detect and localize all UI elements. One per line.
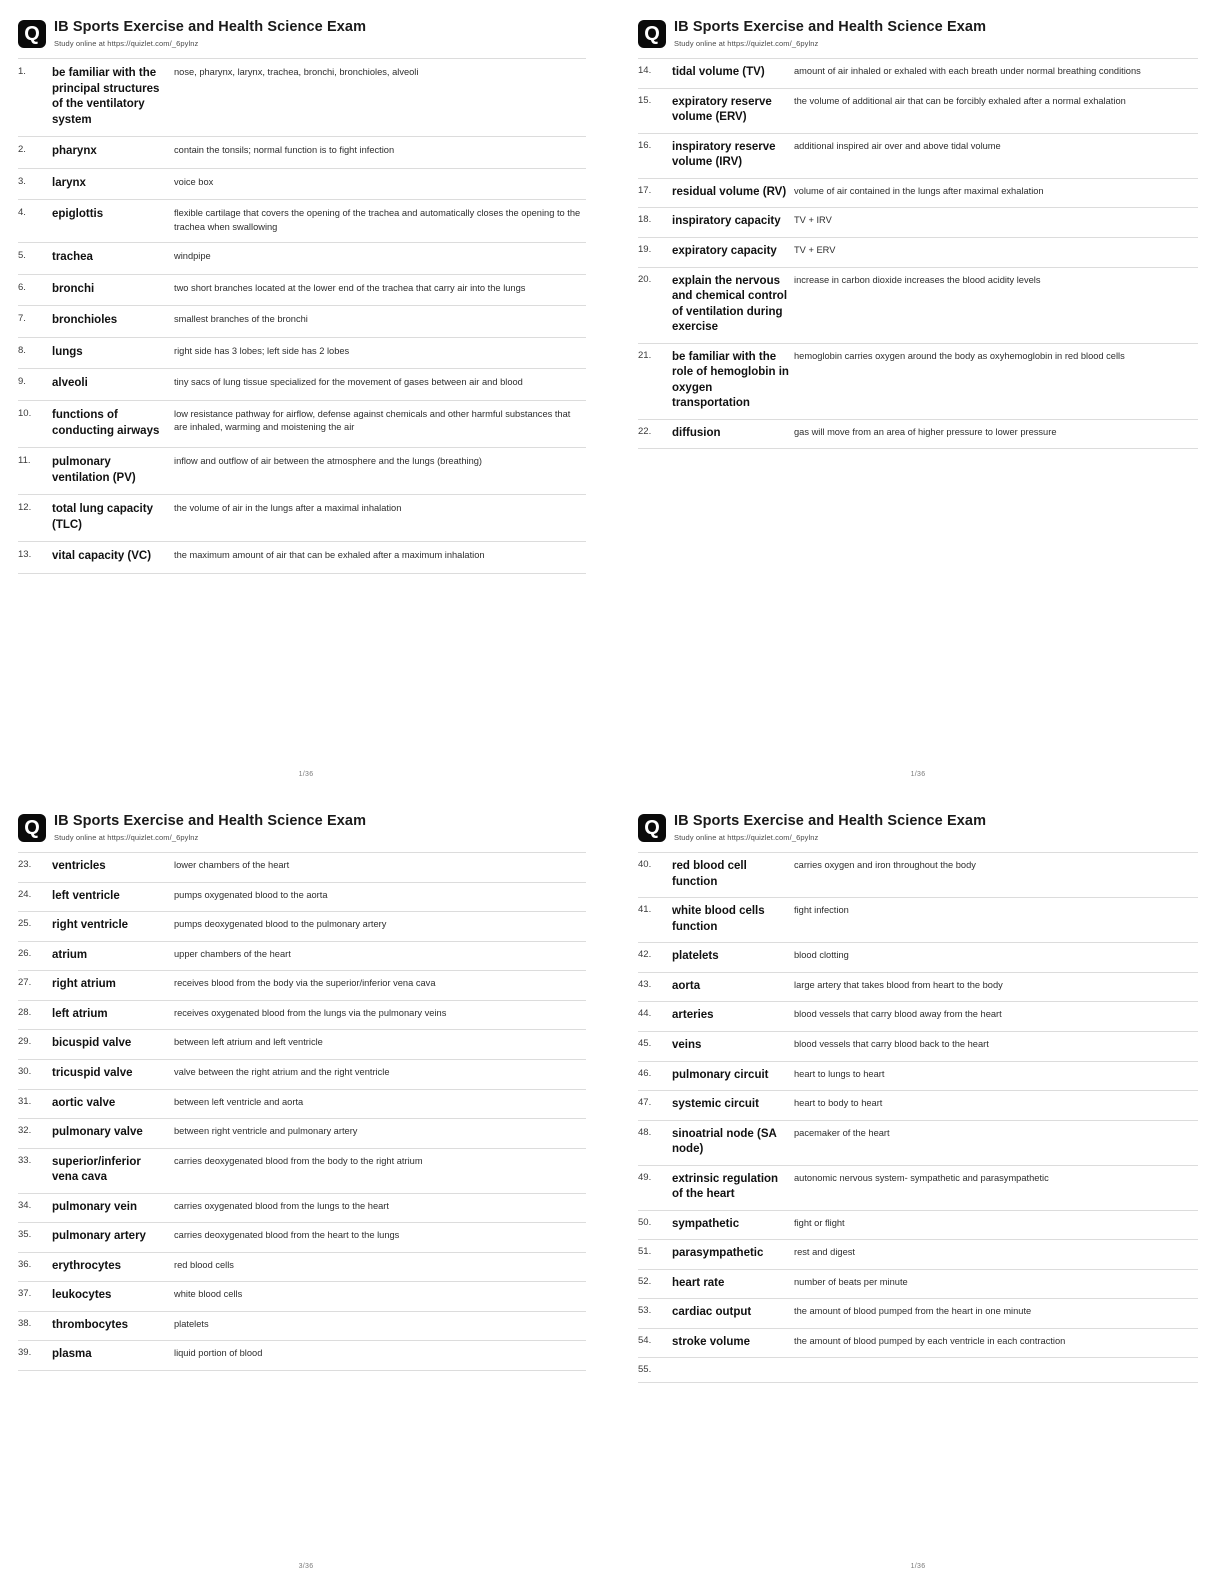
row-number: 25. [18,918,32,930]
term-text: white blood cells function [672,905,765,933]
term-text [672,1358,794,1383]
term-text: alveoli [52,377,88,390]
definition-text: autonomic nervous system- sympathetic and parasympathetic [794,1172,1049,1183]
row-number: 11. [18,455,31,467]
term-text: left atrium [52,1007,108,1020]
definition-text: pumps oxygenated blood to the aorta [174,889,328,900]
table-row [638,238,1198,268]
definition-text: TV + IRV [794,215,832,226]
term-text: veins [672,1039,702,1051]
page-footer: 3/36 [298,1563,314,1570]
table-row [638,1032,1198,1062]
definition-text: low resistance pathway for airflow, defense against chemicals and other harmful substances that are inhaled, warming and moistening the air [174,409,571,433]
table-row [638,208,1198,238]
term-text: right ventricle [52,919,129,932]
term-text: ventricles [52,860,106,873]
term-text: leukocytes [52,1289,112,1302]
row-number: 4. [18,207,26,219]
row-number: 14. [638,65,652,77]
definition-text: the volume of air in the lungs after a maximal inhalation [174,503,402,514]
row-number: 50. [638,1216,652,1228]
term-text: left ventricle [52,889,120,902]
table-row [638,1210,1198,1240]
term-text: residual volume (RV) [672,185,787,198]
table-row [638,1120,1198,1165]
table-row [638,1002,1198,1032]
table-row [18,448,586,495]
table-row [18,137,586,169]
table-row [18,941,586,971]
table-row [638,1165,1198,1210]
definition-text: fight infection [794,905,849,916]
row-number: 33. [18,1154,32,1166]
page-footer: 1/36 [298,771,314,778]
row-number: 20. [638,273,652,285]
table-row [638,1299,1198,1329]
term-text: tricuspid valve [52,1067,133,1079]
table-row [18,1000,586,1030]
header-text [674,812,986,842]
quizlet-logo-icon [18,20,46,48]
term-text: pharynx [52,145,97,158]
table-row [18,306,586,338]
definition-text: the maximum amount of air that can be exhaled after a maximum inhalation [174,550,485,561]
table-row [18,59,586,137]
table-row [18,1311,586,1341]
term-text: vital capacity (VC) [52,550,152,563]
term-text: pulmonary ventilation (PV) [52,456,136,484]
terms-body-4 [638,853,1198,1383]
row-number: 2. [18,144,26,156]
row-number: 29. [18,1036,32,1048]
term-text: plasma [52,1348,92,1361]
row-number: 23. [18,859,32,871]
row-number: 44. [638,1008,652,1020]
page-footer: 1/36 [910,1563,926,1570]
row-number: 38. [18,1317,32,1329]
page-title: IB Sports Exercise and Health Science Exam [674,19,987,35]
term-text: lungs [52,345,83,358]
row-number: 16. [638,139,652,151]
page-2 [612,0,1224,792]
definition-text: platelets [174,1318,209,1329]
study-online-link[interactable]: Study online at https://quizlet.com/_6pylnz [54,833,199,843]
table-row [638,178,1198,208]
row-number: 12. [18,502,32,514]
term-text: pulmonary circuit [672,1068,769,1081]
row-number: 52. [638,1275,652,1287]
row-number: 18. [638,214,652,226]
row-number: 51. [638,1246,652,1258]
row-number: 55. [638,1364,652,1376]
page-header [18,18,586,48]
definition-text: nose, pharynx, larynx, trachea, bronchi, bronchioles, alveoli [174,67,419,78]
logo-glyph: Q [24,817,40,839]
definition-text: blood vessels that carry blood away from the heart [794,1009,1002,1020]
term-text: right atrium [52,978,116,991]
table-row [18,1030,586,1060]
definition-text: amount of air inhaled or exhaled with each breath under normal breathing conditions [794,66,1141,77]
row-number: 36. [18,1258,32,1270]
term-text: heart rate [672,1276,725,1289]
row-number: 27. [18,977,32,989]
definition-text: receives blood from the body via the superior/inferior vena cava [174,978,436,989]
study-online-link[interactable]: Study online at https://quizlet.com/_6pylnz [54,39,199,49]
table-row [18,1060,586,1090]
definition-text: heart to lungs to heart [794,1068,885,1079]
row-number: 28. [18,1006,32,1018]
page-title: IB Sports Exercise and Health Science Exam [54,19,367,35]
table-row [18,1341,586,1371]
definition-text: number of beats per minute [794,1276,908,1287]
term-text: inspiratory reserve volume (IRV) [672,140,776,169]
term-text: total lung capacity (TLC) [52,503,153,531]
row-number: 45. [638,1038,652,1049]
page-4 [612,792,1224,1584]
definition-text: pumps deoxygenated blood to the pulmonary artery [174,919,387,930]
page-header [638,18,1198,48]
table-row [638,343,1198,419]
row-number: 30. [18,1066,32,1077]
table-row [18,971,586,1001]
terms-table [638,58,1198,449]
definition-text: smallest branches of the bronchi [174,314,308,325]
logo-glyph: Q [24,23,40,45]
row-number: 17. [638,184,652,196]
term-text: superior/inferior vena cava [52,1155,141,1184]
definition-text: two short branches located at the lower end of the trachea that carry air into the lungs [174,282,526,293]
row-number: 53. [638,1305,652,1317]
row-number: 42. [638,949,652,961]
definition-text: additional inspired air over and above tidal volume [794,140,1001,151]
term-text: functions of conducting airways [52,409,160,437]
header-text [54,812,366,842]
table-row [638,1358,1198,1383]
row-number: 41. [638,904,652,916]
row-number: 47. [638,1097,652,1109]
table-row [18,337,586,369]
page-header [638,812,1198,842]
table-row [638,943,1198,973]
term-text: atrium [52,948,88,961]
row-number: 3. [18,175,26,187]
row-number: 10. [18,408,32,419]
definition-text: contain the tonsils; normal function is to fight infection [174,145,395,156]
terms-body-2 [638,59,1198,449]
page-footer: 1/36 [910,771,926,778]
definition-text: pacemaker of the heart [794,1127,890,1138]
table-row [18,912,586,942]
row-number: 54. [638,1334,652,1346]
definition-text: carries deoxygenated blood from the body to the right atrium [174,1155,423,1166]
study-online-link[interactable]: Study online at https://quizlet.com/_6pylnz [674,39,819,49]
page-1 [0,0,612,792]
definition-text: inflow and outflow of air between the atmosphere and the lungs (breathing) [174,456,483,467]
table-row [18,274,586,306]
row-number: 13. [18,549,32,561]
row-number: 46. [638,1067,652,1079]
row-number: 32. [18,1125,32,1137]
table-row [18,1223,586,1253]
definition-text [794,1358,1198,1383]
table-row [18,243,586,275]
definition-text: lower chambers of the heart [174,860,290,871]
row-number: 6. [18,281,26,293]
term-text: pulmonary vein [52,1200,137,1213]
definition-text: receives oxygenated blood from the lungs via the pulmonary veins [174,1007,447,1018]
table-row [638,267,1198,343]
definition-text: increase in carbon dioxide increases the blood acidity levels [794,274,1041,285]
definition-text: gas will move from an area of higher pressure to lower pressure [794,426,1057,437]
term-text: erythrocytes [52,1259,122,1272]
table-row [18,495,586,542]
term-text: thrombocytes [52,1318,129,1331]
row-number: 21. [638,349,652,361]
definition-text: right side has 3 lobes; left side has 2 lobes [174,345,350,356]
table-row [638,1240,1198,1270]
table-row [18,1252,586,1282]
term-text: systemic circuit [672,1098,759,1111]
quizlet-logo-icon [638,20,666,48]
table-row [18,401,586,448]
study-online-link[interactable]: Study online at https://quizlet.com/_6pylnz [674,833,819,843]
definition-text: liquid portion of blood [174,1348,263,1359]
definition-text: carries deoxygenated blood from the heart to the lungs [174,1230,400,1241]
definition-text: rest and digest [794,1247,855,1258]
table-row [638,419,1198,449]
logo-glyph: Q [644,817,660,839]
term-text: stroke volume [672,1335,750,1348]
row-number: 8. [18,344,26,356]
term-text: bicuspid valve [52,1037,132,1050]
table-row [18,542,586,574]
definition-text: between right ventricle and pulmonary artery [174,1126,358,1137]
logo-glyph: Q [644,23,660,45]
term-text: diffusion [672,426,721,439]
terms-table [18,852,586,1370]
row-number: 26. [18,947,32,959]
definition-text: large artery that takes blood from heart to the body [794,979,1003,990]
row-number: 40. [638,859,652,871]
term-text: trachea [52,251,93,264]
term-text: pulmonary artery [52,1230,146,1243]
term-text: pulmonary valve [52,1126,143,1139]
term-text: aorta [672,979,701,992]
table-row [18,1089,586,1119]
row-number: 7. [18,313,26,325]
term-text: bronchioles [52,314,118,327]
table-row [638,1061,1198,1091]
row-number: 49. [638,1171,652,1183]
table-row [18,1119,586,1149]
definition-text: windpipe [174,251,211,262]
definition-text: carries oxygen and iron throughout the body [794,860,976,871]
definition-text: voice box [174,176,214,187]
term-text: sinoatrial node (SA node) [672,1127,777,1156]
table-row [18,369,586,401]
definition-text: blood clotting [794,950,849,961]
definition-text: the volume of additional air that can be forcibly exhaled after a normal exhalation [794,95,1126,106]
definition-text: tiny sacs of lung tissue specialized for the movement of gases between air and blood [174,377,523,388]
term-text: inspiratory capacity [672,215,781,228]
table-row [638,1269,1198,1299]
term-text: extrinsic regulation of the heart [672,1172,779,1201]
term-text: parasympathetic [672,1247,764,1260]
table-row [18,1148,586,1193]
term-text: expiratory capacity [672,245,777,257]
definition-text: flexible cartilage that covers the opening of the trachea and automatically closes the opening to the trachea when swallowing [174,208,581,232]
row-number: 1. [18,66,26,78]
table-row [18,168,586,200]
definition-text: upper chambers of the heart [174,948,291,959]
definition-text: white blood cells [174,1289,243,1300]
term-text: arteries [672,1009,714,1022]
definition-text: TV + ERV [794,245,836,255]
definition-text: between left ventricle and aorta [174,1096,304,1107]
table-row [18,1282,586,1312]
table-row [638,59,1198,89]
table-row [638,898,1198,943]
table-row [18,200,586,243]
definition-text: heart to body to heart [794,1098,883,1109]
table-row [638,88,1198,133]
term-text: epiglottis [52,208,104,221]
terms-body-3 [18,853,586,1370]
term-text: bronchi [52,282,95,295]
page-header [18,812,586,842]
terms-body-1 [18,59,586,573]
definition-text: carries oxygenated blood from the lungs to the heart [174,1200,389,1211]
definition-text: hemoglobin carries oxygen around the body as oxyhemoglobin in red blood cells [794,350,1125,361]
row-number: 34. [18,1199,32,1211]
table-row [18,853,586,883]
definition-text: red blood cells [174,1259,234,1270]
quizlet-logo-icon [638,814,666,842]
table-row [638,972,1198,1002]
row-number: 48. [638,1126,652,1138]
table-row [638,1328,1198,1358]
table-row [638,853,1198,898]
definition-text: volume of air contained in the lungs after maximal exhalation [794,185,1044,196]
terms-table [638,852,1198,1383]
term-text: platelets [672,950,719,963]
table-row [18,882,586,912]
term-text: be familiar with the role of hemoglobin in oxygen transportation [672,350,789,410]
page-title: IB Sports Exercise and Health Science Exam [54,813,367,829]
header-text [54,18,366,48]
term-text: be familiar with the principal structures of the ventilatory system [52,67,160,126]
term-text: aortic valve [52,1096,116,1109]
definition-text: the amount of blood pumped by each ventricle in each contraction [794,1335,1066,1346]
terms-table [18,58,586,573]
table-row [638,1091,1198,1121]
definition-text: fight or flight [794,1217,845,1228]
definition-text: the amount of blood pumped from the heart in one minute [794,1306,1032,1317]
term-text: larynx [52,176,86,189]
header-text [674,18,986,48]
table-row [18,1193,586,1223]
term-text: cardiac output [672,1306,752,1319]
row-number: 37. [18,1288,32,1300]
definition-text: valve between the right atrium and the right ventricle [174,1067,390,1077]
row-number: 35. [18,1229,32,1241]
row-number: 19. [638,244,652,255]
term-text: explain the nervous and chemical control of ventilation during exercise [672,274,788,334]
term-text: tidal volume (TV) [672,66,765,79]
row-number: 5. [18,250,26,262]
term-text: sympathetic [672,1217,740,1230]
row-number: 9. [18,376,26,388]
term-text: red blood cell function [672,860,747,888]
row-number: 39. [18,1347,32,1359]
definition-text: blood vessels that carry blood back to the heart [794,1039,989,1049]
page-title: IB Sports Exercise and Health Science Exam [674,813,987,829]
row-number: 15. [638,94,652,106]
row-number: 22. [638,425,652,437]
row-number: 43. [638,978,652,990]
quizlet-logo-icon [18,814,46,842]
page-3 [0,792,612,1584]
row-number: 24. [18,888,32,900]
definition-text: between left atrium and left ventricle [174,1037,323,1048]
table-row [638,133,1198,178]
row-number: 31. [18,1095,32,1107]
term-text: expiratory reserve volume (ERV) [672,95,772,124]
